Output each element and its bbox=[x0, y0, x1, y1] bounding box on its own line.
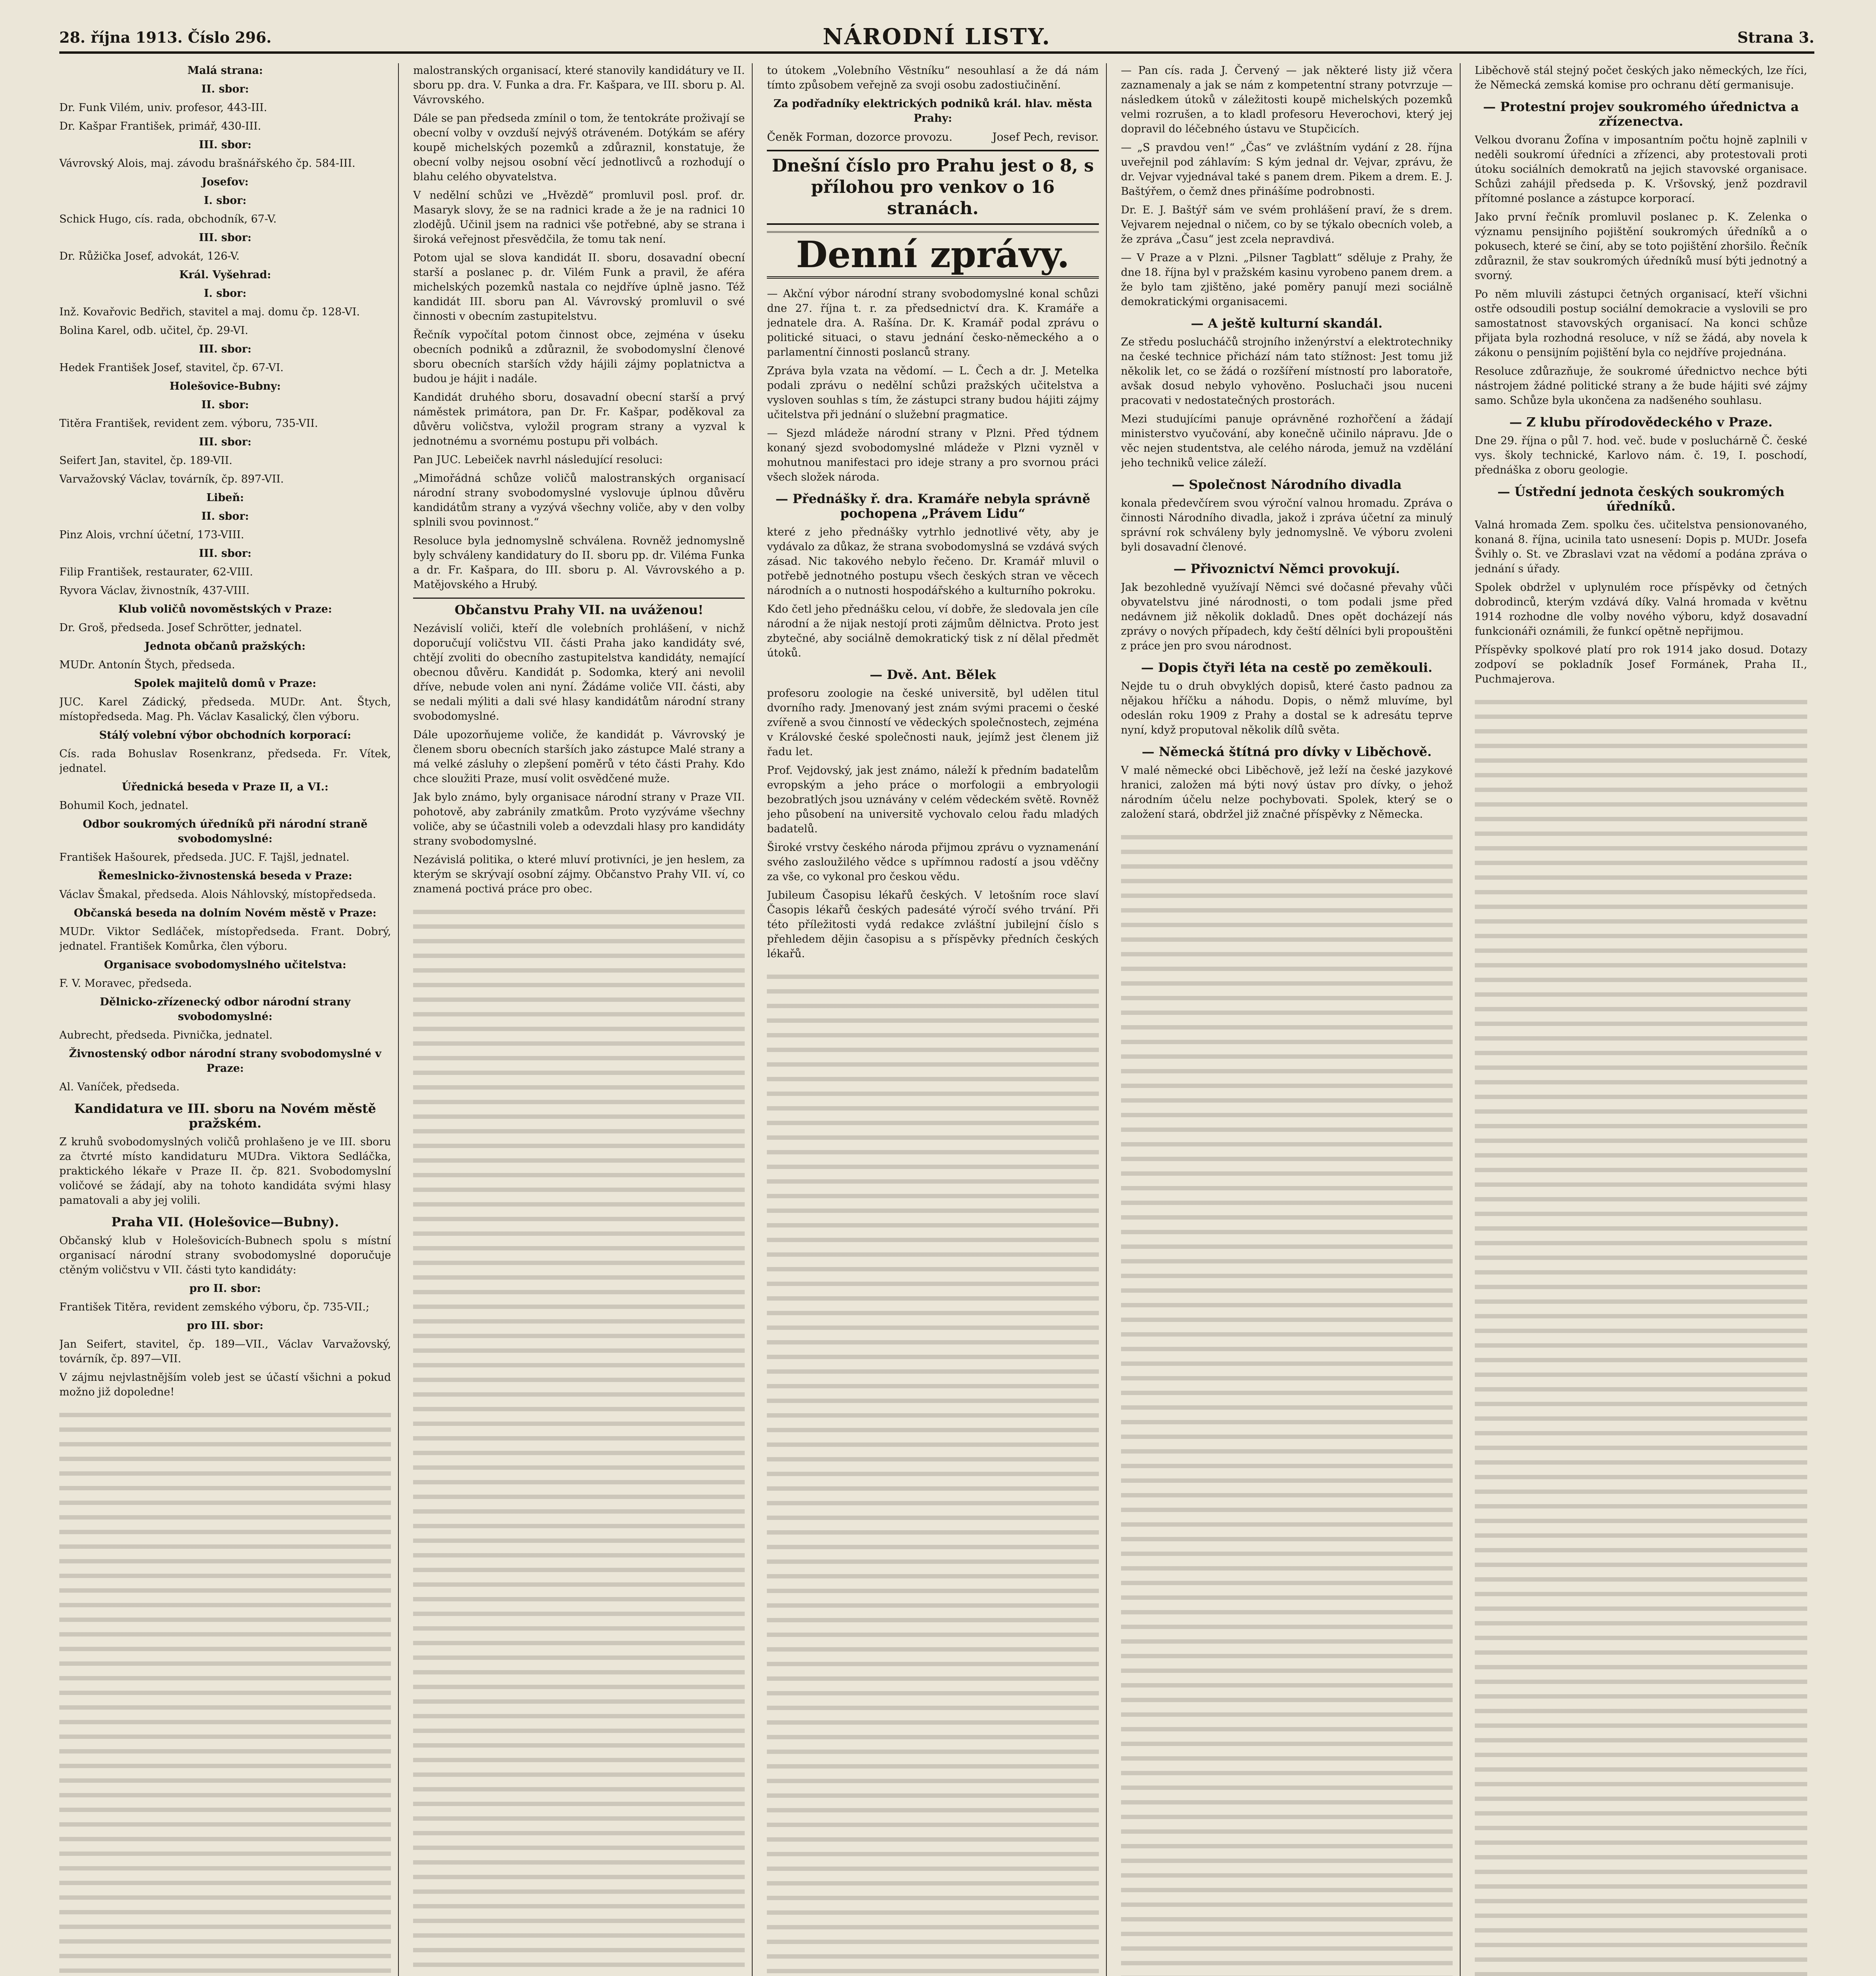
article-heading: — Protestní projev soukromého úřednictva a zřízenectva. bbox=[1483, 99, 1799, 129]
article-paragraph: — „S pravdou ven!“ „Čas“ ve zvláštním vydání z 28. října uveřejnil pod záhlavím: S kým jednal dr. Vejvar, zprávu, že dr. Vejvar vyjednával také s panem drem. Pikem a drem. E. J. Baštýřem, o čemž dnes přinášíme podrobnosti. bbox=[1121, 141, 1453, 198]
issue-date: 28. října 1913. Číslo 296. bbox=[59, 28, 272, 46]
text-continuation bbox=[767, 969, 1098, 1976]
article-heading: — Společnost Národního divadla bbox=[1172, 477, 1402, 492]
section-label: III. sbor: bbox=[199, 139, 252, 151]
article-paragraph: Dr. Růžička Josef, advokát, 126-V. bbox=[59, 250, 240, 262]
article-paragraph: Dále upozorňujeme voliče, že kandidát p. Vávrovský je členem sboru obecních starších jako zástupce Malé strany a má velké zásluhy o zlepšení poměrů v této části Prahy. Kdo chce sloužiti Praze, musí volit osvědčené muže. bbox=[413, 729, 745, 785]
section-label: Živnostenský odbor národní strany svobodomyslné v Praze: bbox=[69, 1048, 381, 1075]
article-paragraph: Varvažovský Václav, továrník, čp. 897-VII. bbox=[59, 473, 284, 485]
article-paragraph: Mezi studujícími panuje oprávněné rozhořčení a žádají ministerstvo vyučování, aby konečně učinilo nápravu. Jde o věc nejen studentstva, ale celého národa, jemuž na vzdělání jeho techniků velice záleží. bbox=[1121, 413, 1453, 469]
article-paragraph: Ze středu poslucháčů strojního inženýrství a elektrotechniky na české technice přichází nám tato stížnost: Jest tomu již několik let, co se žádá o rozšíření místností pro laboratoře, avšak dosud nebylo vyhověno. Posluchači jsou nuceni pracovati v nedostatečných prostorách. bbox=[1121, 336, 1453, 407]
article-paragraph: V malé německé obci Liběchově, jež leží na české jazykové hranici, založen má býti nový ústav pro dívky, o jehož národním účelu nelze pochybovati. Spolek, který se o založení stará, obdržel již značné příspěvky z Německa. bbox=[1121, 764, 1453, 820]
article-paragraph: JUC. Karel Zádický, předseda. MUDr. Ant. Štych, místopředseda. Mag. Ph. Václav Kasalický, člen výboru. bbox=[59, 696, 391, 723]
article-paragraph: Řečník vypočítal potom činnost obce, zejména v úseku obecních podniků a zdůraznil, že svobodomyslní členové sboru obecních starších vždy hájili zájmy poplatnictva a budou je hájit i nadále. bbox=[413, 329, 745, 385]
article-paragraph: Bolina Karel, odb. učitel, čp. 29-VI. bbox=[59, 324, 248, 337]
section-label: Za podřadníky elektrických podniků král. hlav. města Prahy: bbox=[773, 98, 1093, 124]
article-paragraph: V zájmu nejvlastnějším voleb jest se účastí všichni a pokud možno již dopoledne! bbox=[59, 1371, 391, 1398]
section-label: Josefov: bbox=[202, 176, 249, 188]
article-paragraph: Seifert Jan, stavitel, čp. 189-VII. bbox=[59, 454, 232, 467]
section-label: I. sbor: bbox=[204, 194, 247, 207]
section-label: pro II. sbor: bbox=[189, 1282, 261, 1295]
article-paragraph: Liběchově stál stejný počet českých jako německých, lze říci, že Německá zemská komise pro ochranu dětí germanisuje. bbox=[1474, 64, 1807, 91]
newspaper-title: NÁRODNÍ LISTY. bbox=[823, 24, 1051, 50]
section-label: Holešovice-Bubny: bbox=[169, 380, 281, 392]
article-paragraph: Jan Seifert, stavitel, čp. 189—VII., Václav Varvažovský, továrník, čp. 897—VII. bbox=[59, 1338, 391, 1365]
article-paragraph: Z kruhů svobodomyslných voličů prohlašeno je ve III. sboru za čtvrté místo kandidaturu MUDra. Viktora Sedláčka, praktického lékaře v Praze II. čp. 821. Svobodomyslní voličové se žádají, aby na tohoto kandidáta svými hlasy pamatovali a aby jej volili. bbox=[59, 1136, 391, 1207]
article-heading: — Německá štítná pro dívky v Liběchově. bbox=[1142, 744, 1432, 759]
article-paragraph: Nejde tu o druh obvyklých dopisů, které často padnou za nějakou hříčku a náhodu. Dopis, o němž mluvíme, byl odeslán roku 1909 z Prahy a dostal se k adresátu teprve nyní, když proputoval několik dílů světa. bbox=[1121, 680, 1453, 736]
article-paragraph: Jak bylo známo, byly organisace národní strany v Praze VII. pohotově, aby zabránily zmatkům. Proto vyzýváme všechny voliče, aby se účastnili voleb a odevzdali hlasy pro kandidáty strany svobodomyslné. bbox=[413, 791, 745, 847]
text-continuation bbox=[59, 1407, 391, 1976]
section-label: Úřednická beseda v Praze II, a VI.: bbox=[122, 781, 329, 793]
section-label: Organisace svobodomyslného učitelstva: bbox=[104, 959, 347, 971]
article-paragraph: Dr. E. J. Baštýř sám ve svém prohlášení praví, že s drem. Vejvarem nejednal o ničem, co by se týkalo obecních voleb, a že zpráva „Času“ jest zcela nepravdivá. bbox=[1121, 204, 1453, 245]
signature: Josef Pech, revisor. bbox=[992, 130, 1099, 143]
page-number: Strana 3. bbox=[1737, 28, 1814, 46]
article-heading: — Přivoznictví Němci provokují. bbox=[1173, 561, 1400, 576]
article-paragraph: Resoluce byla jednomyslně schválena. Rovněž jednomyslně byly schváleny kandidatury do II. sboru pp. dr. Viléma Funka a dr. Fr. Kašpara, do III. sboru p. Al. Vávrovského a p. Matějovského a Hrubý. bbox=[413, 535, 745, 591]
section-label: I. sbor: bbox=[204, 287, 247, 300]
article-paragraph: Vávrovský Alois, maj. závodu brašnářského čp. 584-III. bbox=[59, 157, 355, 170]
article-columns bbox=[59, 63, 1814, 1976]
article-paragraph: Aubrecht, předseda. Pivnička, jednatel. bbox=[59, 1029, 273, 1041]
section-label: II. sbor: bbox=[201, 83, 249, 95]
article-paragraph: Příspěvky spolkové platí pro rok 1914 jako dosud. Dotazy zodpoví se pokladník Josef Formánek, Praha II., Puchmajerova. bbox=[1474, 644, 1807, 685]
article-paragraph: Ryvora Václav, živnostník, 437-VIII. bbox=[59, 585, 250, 597]
section-label: Klub voličů novoměstských v Praze: bbox=[118, 603, 332, 615]
article-paragraph: Dr. Funk Vilém, univ. profesor, 443-III. bbox=[59, 102, 267, 114]
text-continuation bbox=[413, 904, 745, 1976]
section-label: Malá strana: bbox=[187, 64, 263, 77]
article-paragraph: — Akční výbor národní strany svobodomyslné konal schůzi dne 27. října t. r. za předsednictví dra. K. Kramáře a jednatele dra. A. Rašína. Dr. K. Kramář podal zprávu o politické situaci, o stavu jednání česko-německého a o parlamentní činnosti poslanců strany. bbox=[767, 288, 1099, 358]
section-label: II. sbor: bbox=[201, 510, 249, 522]
article-paragraph: Jako první řečník promluvil poslanec p. K. Zelenka o významu pensijního pojištění soukromých úředníků a o pokusech, které se činí, aby se toto pojištění zhoršilo. Řečník zdůraznil, že stav soukromých úředníků musí býti jednotný a svorný. bbox=[1474, 211, 1807, 282]
article-paragraph: Hedek František Josef, stavitel, čp. 67-VI. bbox=[59, 362, 284, 374]
article-paragraph: „Mimořádná schůze voličů malostranských organisací národní strany svobodomyslné vyslovuje úplnou důvěru kandidátům strany a vyzývá všechny voliče, aby v den volby splnili svou povinnost.“ bbox=[413, 472, 745, 528]
section-label: Odbor soukromých úředníků při národní straně svobodomyslné: bbox=[83, 818, 368, 845]
article-heading: Denní zprávy. bbox=[767, 231, 1098, 279]
article-paragraph: Václav Šmakal, předseda. Alois Náhlovský, místopředseda. bbox=[59, 888, 376, 901]
section-label: Libeň: bbox=[206, 492, 244, 504]
section-label: Král. Vyšehrad: bbox=[179, 269, 271, 281]
section-label: Řemeslnicko-živnostenská beseda v Praze: bbox=[98, 870, 353, 882]
article-paragraph: — V Praze a v Plzni. „Pilsner Tagblatt“ sděluje z Prahy, že dne 18. října byl v pražském kasinu vyrobeno panem drem. a že bylo tam zjištěno, jaké poměry panují mezi sociálně demokratickými organisacemi. bbox=[1121, 252, 1453, 308]
section-label: III. sbor: bbox=[199, 232, 252, 244]
article-heading: — Dvě. Ant. Bělek bbox=[870, 667, 996, 682]
article-heading: — A ještě kulturní skandál. bbox=[1191, 316, 1383, 331]
article-paragraph: Zpráva byla vzata na vědomí. — L. Čech a dr. J. Metelka podali zprávu o nedělní schůzi pražských učitelstva a vysloven souhlas s tím, že zástupci strany budou hájiti zájmy učitelstva při jednání o služební pragmatice. bbox=[767, 365, 1099, 421]
article-paragraph: Potom ujal se slova kandidát II. sboru, dosavadní obecní starší a poslanec p. dr. Vilém Funk a pravil, že aféra michelských pozemků nastala co nejdříve úplně jasno. Též kandidát III. sboru pan Al. Vávrovský promluvil o své činnosti v obecním zastupitelstvu. bbox=[413, 252, 745, 322]
section-label: Spolek majitelů domů v Praze: bbox=[134, 677, 317, 690]
article-paragraph: které z jeho přednášky vytrhlo jednotlivé věty, aby je vydávalo za důkaz, že strana svobodomyslná se vzdává svých zásad. Nic takového nebylo řečeno. Dr. Kramář mluvil o potřebě jednotného postupu všech českých stran ve věcech národních a o nutnosti hospodářského a kulturního pokroku. bbox=[767, 526, 1099, 597]
article-paragraph: Resoluce zdůrazňuje, že soukromé úřednictvo nechce býti nástrojem žádné politické strany a že bude hájiti své zájmy samo. Schůze byla ukončena za nadšeného souhlasu. bbox=[1474, 365, 1807, 407]
article-heading: — Přednášky ř. dra. Kramáře nebyla správně pochopena „Právem Lidu“ bbox=[775, 491, 1091, 521]
article-paragraph: konala předevčírem svou výroční valnou hromadu. Zpráva o činnosti Národního divadla, jakož i zpráva účetní za minulý správní rok schváleny byly jednomyslně. Ve výboru zvoleni byli dosavadní členové. bbox=[1121, 497, 1453, 553]
article-paragraph: Prof. Vejdovský, jak jest známo, náleží k předním badatelům evropským a jeho práce o morfologii a embryologii bezobratlých jsou uznávány v celém vědeckém světě. Rovněž jeho působení na universitě vychovalo celou řadu mladých badatelů. bbox=[767, 764, 1099, 835]
article-paragraph: Nezávislí voliči, kteří dle volebních prohlášení, v nichž doporučují voličstvu VII. části Praha jako kandidáty své, chtějí zvoliti do obecního zastupitelstva kandidáty, nemající obecnou důvěru. Kandidát p. Sodomka, který ani nevolil dříve, nebude volen ani nyní. Žádáme voliče VII. části, aby se nedali mýliti a dali své hlasy kandidátům národní strany svobodomyslné. bbox=[413, 622, 745, 722]
article-paragraph: Cís. rada Bohuslav Rosenkranz, předseda. Fr. Vítek, jednatel. bbox=[59, 748, 391, 775]
section-label: Stálý volební výbor obchodních korporací: bbox=[99, 729, 351, 741]
article-heading: — Dopis čtyři léta na cestě po zeměkouli. bbox=[1141, 660, 1432, 675]
article-paragraph: Kandidát druhého sboru, dosavadní obecní starší a prvý náměstek primátora, pan Dr. Fr. Kašpar, poděkoval za důvěru voličstva, vyložil program strany a vyzval k jednotnému a svornému postupu při volbách. bbox=[413, 391, 745, 447]
article-paragraph: Inž. Kovařovic Bedřich, stavitel a maj. domu čp. 128-VI. bbox=[59, 306, 360, 318]
edition-notice: Dnešní číslo pro Prahu jest o 8, s přílohou pro venkov o 16 stranách. bbox=[767, 150, 1098, 225]
article-paragraph: Al. Vaníček, předseda. bbox=[59, 1081, 180, 1093]
text-continuation bbox=[1121, 830, 1453, 1976]
article-paragraph: Pan JUC. Lebeiček navrhl následující resoluci: bbox=[413, 454, 663, 466]
article-paragraph: František Titěra, revident zemského výboru, čp. 735-VII.; bbox=[59, 1301, 370, 1313]
article-paragraph: Bohumil Koch, jednatel. bbox=[59, 799, 189, 812]
article-paragraph: F. V. Moravec, předseda. bbox=[59, 977, 192, 990]
article-paragraph: Nezávislá politika, o které mluví protivníci, je jen heslem, za kterým se skrývají osobní zájmy. Občanstvo Prahy VII. ví, co znamená poctivá práce pro obec. bbox=[413, 854, 745, 895]
article-heading: — Z klubu přírodovědeckého v Praze. bbox=[1509, 415, 1773, 430]
article-paragraph: Pinz Alois, vrchní účetní, 173-VIII. bbox=[59, 529, 244, 541]
section-label: III. sbor: bbox=[199, 436, 252, 448]
article-paragraph: Schick Hugo, cís. rada, obchodník, 67-V. bbox=[59, 213, 277, 225]
article-paragraph: malostranských organisací, které stanovily kandidátury ve II. sboru pp. dra. V. Funka a dra. Fr. Kašpara, ve III. sboru p. Al. Vávrovského. bbox=[413, 64, 745, 106]
column-3 bbox=[767, 63, 1106, 1976]
column-2 bbox=[413, 63, 753, 1976]
section-label: III. sbor: bbox=[199, 547, 252, 560]
column-5 bbox=[1475, 63, 1814, 1976]
article-paragraph: Dne 29. října o půl 7. hod. več. bude v posluchárně Č. české vys. školy technické, Karlovo nám. č. 19, I. poschodí, přednáška z oboru geologie. bbox=[1474, 435, 1807, 476]
section-label: Jednota občanů pražských: bbox=[145, 640, 306, 652]
section-label: II. sbor: bbox=[201, 399, 249, 411]
article-paragraph: Dr. Groš, předseda. Josef Schrötter, jednatel. bbox=[59, 622, 302, 634]
article-heading: Občanstvu Prahy VII. na uváženou! bbox=[413, 598, 745, 617]
article-paragraph: Velkou dvoranu Žofína v imposantním počtu hojně zaplnili v neděli soukromí úředníci a zřízenci, aby protestovali proti útoku sociálních demokratů na jejich stavovské organisace. Schůzi zahájil předseda p. K. Vršovský, jenž pozdravil přítomné poslance a zástupce korporací. bbox=[1474, 134, 1807, 205]
text-continuation bbox=[1475, 694, 1807, 1976]
article-paragraph: Spolek obdržel v uplynulém roce příspěvky od četných dobrodinců, kterým vzdává díky. Valná hromada v květnu 1914 rozhodne dle volby nového výboru, když dosavadní funkcionáři oznámili, že funkcí opětně nepřijmou. bbox=[1474, 581, 1807, 637]
article-paragraph: Filip František, restaurater, 62-VIII. bbox=[59, 566, 253, 578]
column-4 bbox=[1121, 63, 1461, 1976]
article-paragraph: Kdo četl jeho přednášku celou, ví dobře, že sledovala jen cíle národní a že nijak nestojí proti zájmům dělnictva. Proto jest zbytečné, aby sociálně demokratický tisk z ní dělal předmět útoků. bbox=[767, 603, 1099, 659]
article-paragraph: Po něm mluvili zástupci četných organisací, kteří všichni ostře odsoudili postup sociální demokracie a vyslovili se pro samostatnost stavovských organisací. Na konci schůze přijata byla rozhodná resoluce, v níž se žádá, aby novela k zákonu o pensijním pojištění byla co nejdříve projednána. bbox=[1474, 288, 1807, 359]
article-paragraph: Jak bezohledně využívají Němci své dočasné převahy vůči obyvatelstvu jiné národnosti, o tom podali jsme před nedávnem již několik dokladů. Dnes opět docházejí nás zprávy o nových případech, kdy čeští dělníci byli propouštěni z práce jen pro svou národnost. bbox=[1121, 581, 1453, 652]
article-paragraph: MUDr. Antonín Štych, předseda. bbox=[59, 659, 235, 671]
article-paragraph: Titěra František, revident zem. výboru, 735-VII. bbox=[59, 417, 318, 430]
section-label: III. sbor: bbox=[199, 343, 252, 355]
article-paragraph: MUDr. Viktor Sedláček, místopředseda. Frant. Dobrý, jednatel. František Komůrka, člen výboru. bbox=[59, 926, 391, 952]
signature: Čeněk Forman, dozorce provozu. bbox=[767, 130, 953, 143]
section-label: Dělnicko-zřízenecký odbor národní strany svobodomyslné: bbox=[100, 996, 351, 1023]
article-paragraph: to útokem „Volebního Věstníku“ nesouhlasí a že dá nám tímto způsobem veřejně za svoji osobu zadostiučinění. bbox=[767, 64, 1099, 91]
column-1 bbox=[59, 63, 399, 1976]
article-heading: — Ústřední jednota českých soukromých úředníků. bbox=[1497, 484, 1785, 514]
article-paragraph: Občanský klub v Holešovicích-Bubnech spolu s místní organisací národní strany svobodomyslné doporučuje ctěným voličstvu v VII. části tyto kandidáty: bbox=[59, 1235, 391, 1276]
article-paragraph: Dále se pan předseda zmínil o tom, že tentokráte proživají se obecní volby v ovzduší nejvýš otráveném. Dotýkám se aféry koupě michelských pozemků a zdůraznil, konstatuje, že obecní volby nejsou osobní věcí jednotlivců a rozhodují o blahu celého obyvatelstva. bbox=[413, 112, 745, 183]
article-paragraph: Široké vrstvy českého národa přijmou zprávu o vyznamenání svého zasloužilého vědce s upřímnou radostí a jsou vděčny za vše, co vykonal pro českou vědu. bbox=[767, 841, 1099, 883]
section-label: pro III. sbor: bbox=[187, 1320, 264, 1332]
signature-row bbox=[767, 130, 1098, 144]
article-paragraph: — Sjezd mládeže národní strany v Plzni. Před týdnem konaný sjezd svobodomyslné mládeže v Plzni vyzněl v mohutnou manifestaci pro ideje strany a pro svornou práci všech složek národa. bbox=[767, 427, 1099, 483]
article-heading: Praha VII. (Holešovice—Bubny). bbox=[111, 1214, 339, 1229]
article-paragraph: — Pan cís. rada J. Červený — jak některé listy již včera zaznamenaly a jak se nám z kompetentní strany potvrzuje — následkem útoků v záležitosti koupě michelských pozemků velmi rozrušen, a to kladl profesoru Heverochovi, který jej dopravil do léčebného ústavu ve Stupčicích. bbox=[1121, 64, 1453, 135]
article-paragraph: profesoru zoologie na české universitě, byl udělen titul dvorního rady. Jmenovaný jest znám svými pracemi o české zvířeně a svou činností ve vědeckých společnostech, zejména v Královské české společnosti nauk, jejímž jest členem již řadu let. bbox=[767, 687, 1099, 758]
page-header bbox=[59, 24, 1814, 54]
article-paragraph: Jubileum Časopisu lékařů českých. V letošním roce slaví Časopis lékařů českých padesáté výročí svého trvání. Při této příležitosti vydá redakce zvláštní jubilejní číslo s přehledem dějin časopisu a s příspěvky předních českých lékařů. bbox=[767, 889, 1099, 960]
section-label: Občanská beseda na dolním Novém městě v Praze: bbox=[74, 907, 377, 919]
article-paragraph: V nedělní schůzi ve „Hvězdě“ promluvil posl. prof. dr. Masaryk slovy, že se na radnici krade a že je na radnici 10 zlodějů. Učinil jsem na radnici vše potřebné, aby se strana i široká veřejnost přesvědčila, že tomu tak není. bbox=[413, 189, 745, 245]
article-paragraph: František Hašourek, předseda. JUC. F. Tajšl, jednatel. bbox=[59, 851, 350, 864]
article-paragraph: Valná hromada Zem. spolku čes. učitelstva pensionovaného, konaná 8. října, ucinila tato usnesení: Dopis p. MUDr. Josefa Švihly o. St. ve Zbraslavi vzat na vědomí a podána zpráva o jednání s úřady. bbox=[1474, 519, 1807, 575]
article-paragraph: Dr. Kašpar František, primář, 430-III. bbox=[59, 120, 261, 132]
article-heading: Kandidatura ve III. sboru na Novém městě pražském. bbox=[74, 1101, 376, 1131]
